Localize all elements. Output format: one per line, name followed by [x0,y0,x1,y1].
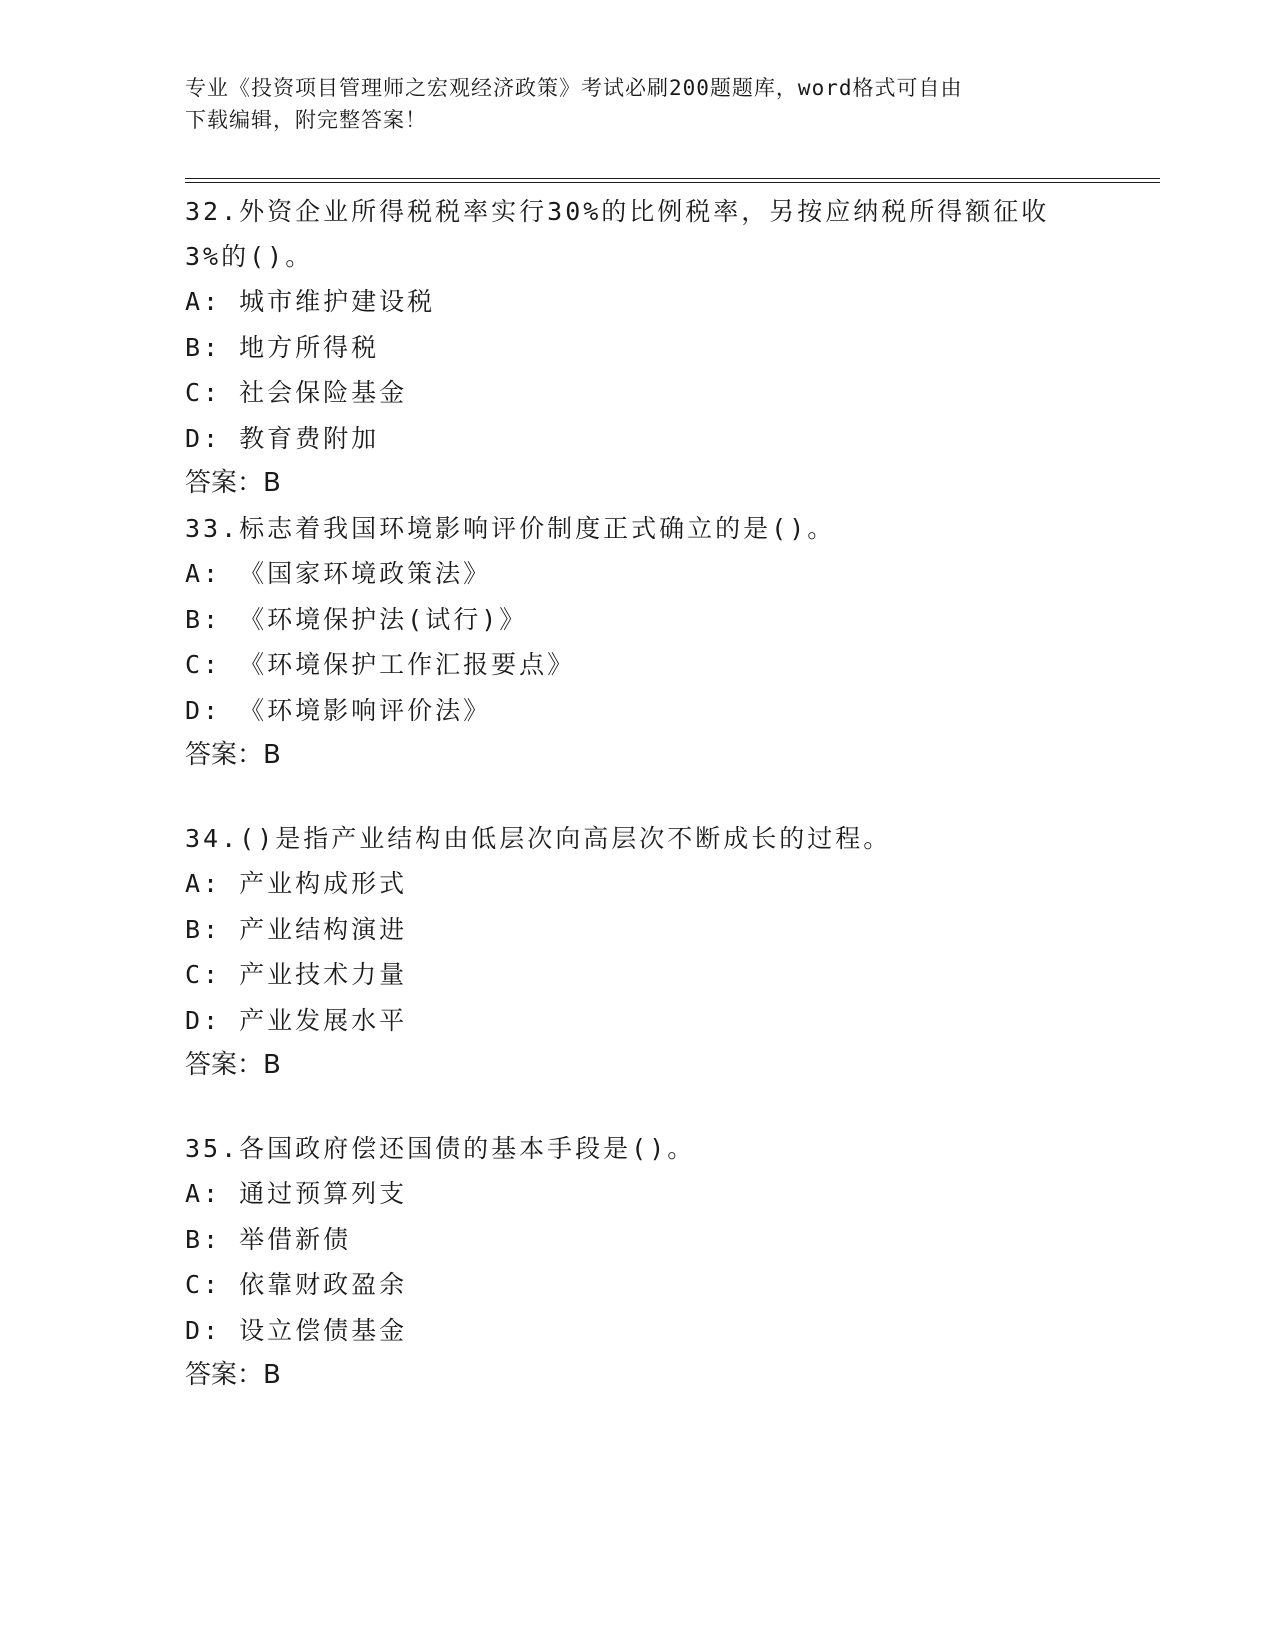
option-d: D: 《环境影响评价法》 [185,695,492,725]
question-stem: 32.外资企业所得税税率实行30%的比例税率，另按应纳税所得额征收 [185,197,1050,226]
question-33 [185,506,1085,816]
option-b: B: 产业结构演进 [185,914,408,944]
option-c: C: 依靠财政盈余 [185,1270,408,1299]
header-divider [185,178,1160,183]
option-b: B: 举借新债 [185,1224,352,1254]
document-intro [185,72,1065,136]
option-d: D: 设立偿债基金 [185,1315,408,1345]
option-a: A: 通过预算列支 [185,1179,408,1208]
intro-line-2: 下载编辑，附完整答案！ [185,108,427,132]
option-b: B: 地方所得税 [185,332,380,362]
option-a: A: 城市维护建设税 [185,287,436,316]
question-32 [185,189,1085,506]
question-stem: 34.()是指产业结构由低层次向高层次不断成长的过程。 [185,824,892,853]
question-stem: 35.各国政府偿还国债的基本手段是()。 [185,1134,696,1163]
answer: 答案：B [185,468,281,498]
option-c: C: 社会保险基金 [185,378,408,407]
question-list [185,189,1085,1426]
question-stem-continued: 3%的()。 [185,242,314,271]
option-d: D: 教育费附加 [185,423,380,453]
option-c: C: 产业技术力量 [185,960,408,989]
question-35 [185,1126,1085,1426]
option-a: A: 产业构成形式 [185,869,408,898]
answer: 答案：B [185,740,281,770]
option-c: C: 《环境保护工作汇报要点》 [185,650,576,679]
answer: 答案：B [185,1050,281,1080]
question-stem: 33.标志着我国环境影响评价制度正式确立的是()。 [185,514,836,543]
intro-line-1: 专业《投资项目管理师之宏观经济政策》考试必刷200题题库，word格式可自由 [185,76,963,100]
question-34 [185,816,1085,1126]
option-d: D: 产业发展水平 [185,1005,408,1035]
answer: 答案：B [185,1360,281,1390]
option-b: B: 《环境保护法(试行)》 [185,604,528,634]
option-a: A: 《国家环境政策法》 [185,559,492,588]
